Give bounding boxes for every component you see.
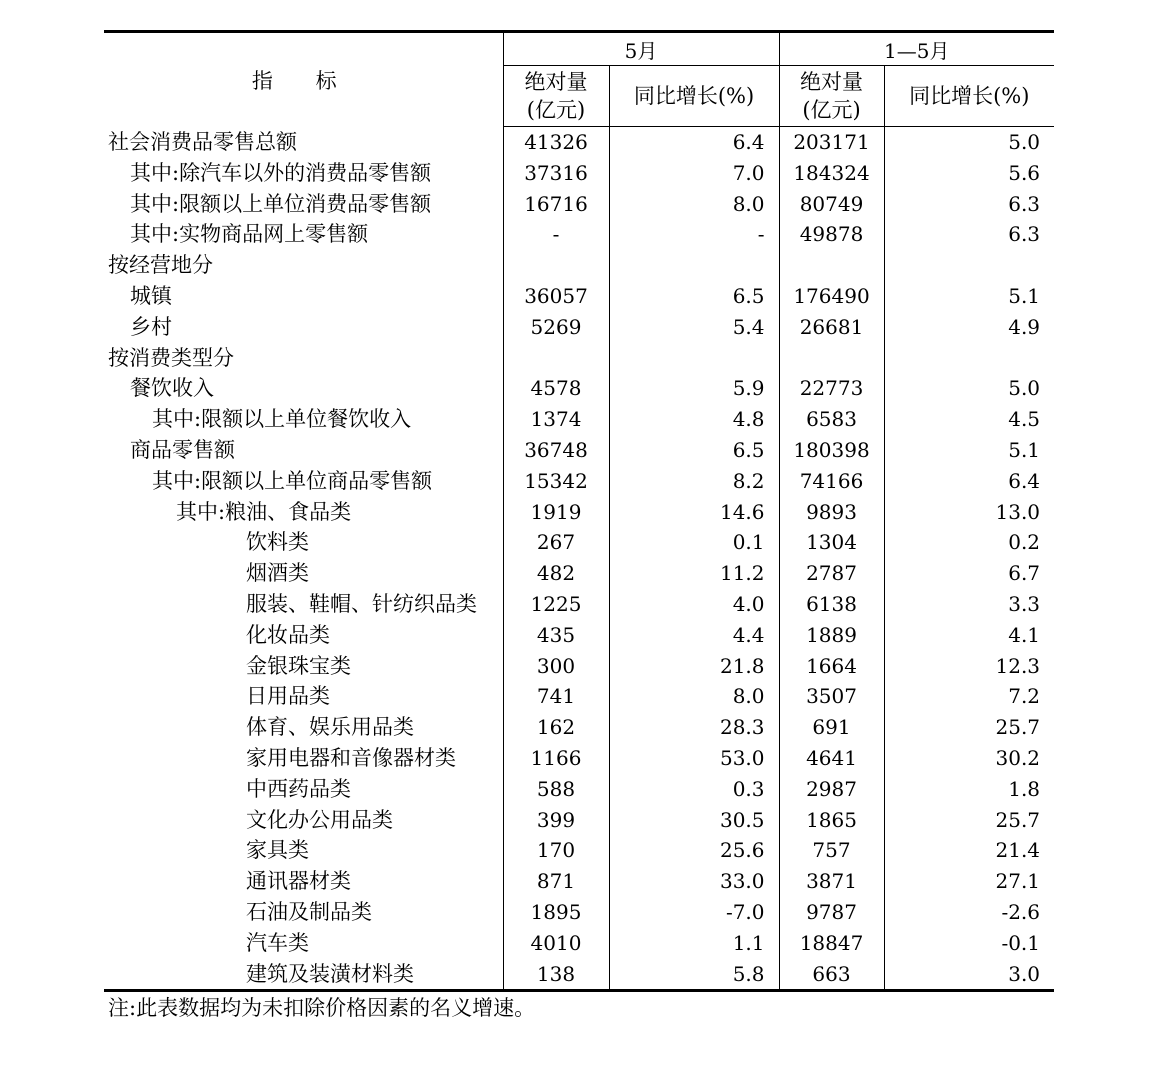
ytd-growth-value: 27.1 [995, 869, 1041, 894]
row-label: 其中:限额以上单位商品零售额 [104, 466, 503, 497]
row-label: 按消费类型分 [104, 343, 503, 374]
ytd-growth-value: 1.8 [1008, 776, 1041, 801]
month-growth-value: 30.5 [609, 805, 779, 836]
row-label: 饮料类 [104, 527, 503, 558]
month-abs-value: 36057 [503, 281, 609, 312]
ytd-growth-value: 7.2 [1008, 684, 1041, 709]
ytd-abs-value: 3871 [779, 866, 884, 897]
table-row [104, 497, 1054, 528]
ytd-abs-value [779, 343, 884, 374]
ytd-abs-value: 203171 [779, 127, 884, 158]
month-growth-value [609, 343, 779, 374]
ytd-growth-value: 5.0 [1008, 130, 1041, 154]
row-label: 汽车类 [104, 928, 503, 959]
month-abs-value: 4010 [503, 928, 609, 959]
month-abs-value: 5269 [503, 312, 609, 343]
month-abs-value: 267 [503, 527, 609, 558]
ytd-abs-value: 9893 [779, 497, 884, 528]
ytd-abs-value: 2787 [779, 558, 884, 589]
month-abs-value: 16716 [503, 189, 609, 220]
ytd-growth-value: 25.7 [995, 715, 1041, 740]
month-growth-value: 33.0 [609, 866, 779, 897]
month-growth-value: 4.4 [609, 620, 779, 651]
indicator-header: 指 标 [104, 32, 503, 127]
ytd-growth-value: 5.1 [1008, 283, 1041, 308]
table-row [104, 620, 1054, 651]
ytd-growth-value: 6.4 [1008, 468, 1041, 493]
month-abs-value: - [503, 219, 609, 250]
table-row [104, 219, 1054, 250]
table-row [104, 250, 1054, 281]
month-growth-value: 7.0 [609, 158, 779, 189]
table-row [104, 712, 1054, 743]
month-growth-value: 4.0 [609, 589, 779, 620]
row-label: 按经营地分 [104, 250, 503, 281]
month-growth-value: 6.5 [609, 435, 779, 466]
row-label: 服装、鞋帽、针纺织品类 [104, 589, 503, 620]
row-label: 其中:除汽车以外的消费品零售额 [104, 158, 503, 189]
month-abs-value: 15342 [503, 466, 609, 497]
month-growth-value: 6.5 [609, 281, 779, 312]
ytd-abs-value: 691 [779, 712, 884, 743]
month-abs-value: 871 [503, 866, 609, 897]
month-growth-value: 8.0 [609, 681, 779, 712]
ytd-abs-value: 26681 [779, 312, 884, 343]
table-row [104, 835, 1054, 866]
ytd-abs-value: 80749 [779, 189, 884, 220]
ytd-abs-value: 6138 [779, 589, 884, 620]
ytd-abs-header: 绝对量 (亿元) [779, 66, 884, 127]
ytd-growth-value: 5.0 [1008, 376, 1041, 401]
row-label: 烟酒类 [104, 558, 503, 589]
ytd-abs-value: 49878 [779, 219, 884, 250]
month-growth-value: 25.6 [609, 835, 779, 866]
table-row [104, 959, 1054, 991]
month-growth-value: 5.9 [609, 373, 779, 404]
month-growth-value: 6.4 [609, 127, 779, 158]
table-row [104, 189, 1054, 220]
month-growth-value: 11.2 [609, 558, 779, 589]
month-abs-value: 162 [503, 712, 609, 743]
table-row [104, 373, 1054, 404]
ytd-group-header: 1—5月 [779, 32, 1054, 66]
row-label: 乡村 [104, 312, 503, 343]
row-label: 中西药品类 [104, 774, 503, 805]
month-growth-value: 28.3 [609, 712, 779, 743]
month-abs-value [503, 250, 609, 281]
ytd-growth-value: 5.1 [1008, 437, 1041, 462]
ytd-growth-value: 13.0 [995, 499, 1041, 524]
ytd-abs-value: 1865 [779, 805, 884, 836]
ytd-growth-value: 6.3 [1008, 222, 1041, 247]
ytd-growth-value: 12.3 [995, 653, 1041, 678]
month-growth-value: 5.8 [609, 959, 779, 991]
month-abs-value: 138 [503, 959, 609, 991]
ytd-growth-value: 25.7 [995, 807, 1041, 832]
table-row [104, 281, 1054, 312]
table-row [104, 127, 1054, 158]
month-growth-header: 同比增长(%) [609, 66, 779, 127]
month-growth-value: 8.2 [609, 466, 779, 497]
month-growth-value: 14.6 [609, 497, 779, 528]
ytd-abs-value: 9787 [779, 897, 884, 928]
ytd-abs-value: 176490 [779, 281, 884, 312]
month-abs-value: 1895 [503, 897, 609, 928]
table-row [104, 343, 1054, 374]
row-label: 石油及制品类 [104, 897, 503, 928]
ytd-growth-value: 6.3 [1008, 191, 1041, 216]
retail-sales-table [104, 30, 1054, 992]
ytd-abs-value: 184324 [779, 158, 884, 189]
row-label: 通讯器材类 [104, 866, 503, 897]
table-row [104, 589, 1054, 620]
month-growth-value: 8.0 [609, 189, 779, 220]
ytd-abs-value: 1304 [779, 527, 884, 558]
month-abs-value: 4578 [503, 373, 609, 404]
table-row [104, 558, 1054, 589]
ytd-growth-value: -0.1 [1001, 930, 1041, 955]
table-row [104, 651, 1054, 682]
ytd-abs-value: 6583 [779, 404, 884, 435]
ytd-abs-value: 180398 [779, 435, 884, 466]
ytd-growth-value: -2.6 [1001, 899, 1041, 924]
ytd-abs-value [779, 250, 884, 281]
month-abs-value [503, 343, 609, 374]
month-growth-value: 5.4 [609, 312, 779, 343]
month-growth-value: 53.0 [609, 743, 779, 774]
row-label: 城镇 [104, 281, 503, 312]
month-abs-header: 绝对量 (亿元) [503, 66, 609, 127]
ytd-growth-value: 0.2 [1008, 530, 1041, 555]
ytd-abs-value: 74166 [779, 466, 884, 497]
month-abs-value: 37316 [503, 158, 609, 189]
month-abs-value: 170 [503, 835, 609, 866]
row-label: 化妆品类 [104, 620, 503, 651]
month-abs-value: 36748 [503, 435, 609, 466]
table-row [104, 681, 1054, 712]
month-growth-value: 21.8 [609, 651, 779, 682]
row-label: 其中:实物商品网上零售额 [104, 219, 503, 250]
table-row [104, 158, 1054, 189]
ytd-abs-value: 2987 [779, 774, 884, 805]
month-growth-value: 0.1 [609, 527, 779, 558]
month-abs-value: 741 [503, 681, 609, 712]
ytd-abs-value: 663 [779, 959, 884, 991]
ytd-growth-value: 30.2 [995, 745, 1041, 770]
table-note: 注:此表数据均为未扣除价格因素的名义增速。 [108, 996, 536, 1020]
row-label: 体育、娱乐用品类 [104, 712, 503, 743]
month-abs-value: 435 [503, 620, 609, 651]
month-growth-value: 0.3 [609, 774, 779, 805]
ytd-growth-value [884, 250, 1054, 281]
row-label: 日用品类 [104, 681, 503, 712]
month-abs-value: 1374 [503, 404, 609, 435]
row-label: 商品零售额 [104, 435, 503, 466]
ytd-abs-value: 3507 [779, 681, 884, 712]
row-label: 文化办公用品类 [104, 805, 503, 836]
row-label: 家用电器和音像器材类 [104, 743, 503, 774]
month-growth-value: - [609, 219, 779, 250]
table-row [104, 774, 1054, 805]
ytd-abs-value: 1664 [779, 651, 884, 682]
row-label: 家具类 [104, 835, 503, 866]
table-row [104, 743, 1054, 774]
month-abs-value: 1919 [503, 497, 609, 528]
ytd-growth-value: 4.5 [1008, 407, 1041, 432]
table-body [104, 127, 1054, 991]
row-label: 其中:粮油、食品类 [104, 497, 503, 528]
row-label: 餐饮收入 [104, 373, 503, 404]
month-growth-value: -7.0 [609, 897, 779, 928]
month-abs-value: 1225 [503, 589, 609, 620]
month-group-header: 5月 [503, 32, 779, 66]
table-row [104, 805, 1054, 836]
ytd-growth-header: 同比增长(%) [884, 66, 1054, 127]
ytd-growth-value: 3.0 [884, 959, 1054, 991]
month-growth-value [609, 250, 779, 281]
table-row [104, 897, 1054, 928]
table-row [104, 466, 1054, 497]
ytd-abs-value: 18847 [779, 928, 884, 959]
ytd-abs-value: 757 [779, 835, 884, 866]
ytd-growth-value [884, 343, 1054, 374]
ytd-growth-value: 3.3 [1008, 591, 1041, 616]
table-row [104, 312, 1054, 343]
month-growth-value: 4.8 [609, 404, 779, 435]
month-abs-value: 588 [503, 774, 609, 805]
ytd-growth-value: 5.6 [1008, 160, 1041, 185]
month-abs-value: 482 [503, 558, 609, 589]
ytd-abs-value: 22773 [779, 373, 884, 404]
row-label: 其中:限额以上单位餐饮收入 [104, 404, 503, 435]
table-row [104, 404, 1054, 435]
ytd-growth-value: 6.7 [1008, 561, 1041, 586]
row-label: 金银珠宝类 [104, 651, 503, 682]
table-row [104, 527, 1054, 558]
table-row [104, 866, 1054, 897]
month-growth-value: 1.1 [609, 928, 779, 959]
ytd-growth-value: 4.1 [1008, 622, 1041, 647]
ytd-growth-value: 21.4 [995, 838, 1041, 863]
row-label: 社会消费品零售总额 [104, 127, 503, 158]
ytd-abs-value: 4641 [779, 743, 884, 774]
row-label: 建筑及装潢材料类 [104, 959, 503, 991]
row-label: 其中:限额以上单位消费品零售额 [104, 189, 503, 220]
month-abs-value: 300 [503, 651, 609, 682]
month-abs-value: 1166 [503, 743, 609, 774]
ytd-growth-value: 4.9 [1008, 314, 1041, 339]
table-row [104, 928, 1054, 959]
month-abs-value: 41326 [503, 127, 609, 158]
month-abs-value: 399 [503, 805, 609, 836]
ytd-abs-value: 1889 [779, 620, 884, 651]
table-row [104, 435, 1054, 466]
